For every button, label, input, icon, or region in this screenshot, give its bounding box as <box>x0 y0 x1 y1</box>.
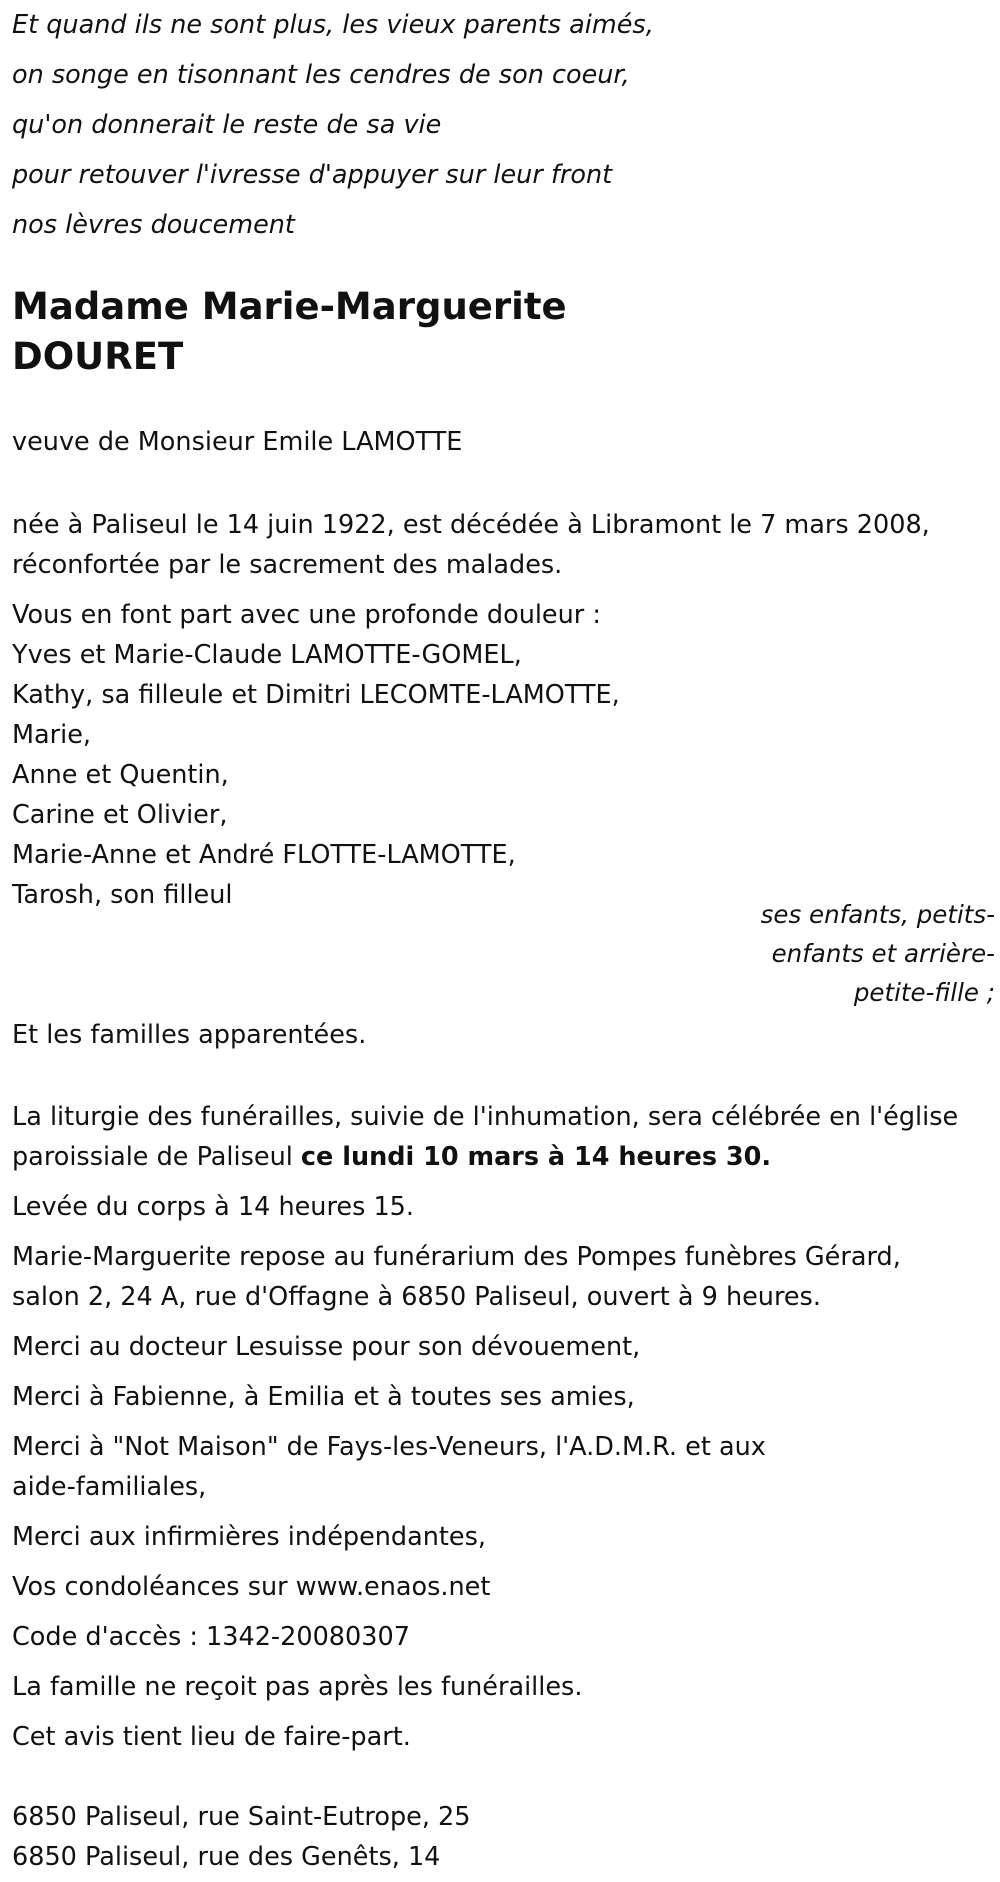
poem-line: qu'on donnerait le reste de sa vie <box>12 110 442 140</box>
family-relation <box>761 895 995 1012</box>
relatives: Et les familles apparentées. <box>12 1020 367 1050</box>
family-member: Kathy, sa filleule et Dimitri LECOMTE-LAMOTTE, <box>12 680 620 710</box>
notice-statement: Cet avis tient lieu de faire-part. <box>12 1722 411 1752</box>
family-member: Marie, <box>12 720 91 750</box>
deceased-name <box>12 282 567 382</box>
thanks-maison: aide-familiales, <box>12 1472 207 1502</box>
funeral-line <box>12 1137 771 1177</box>
levee-du-corps: Levée du corps à 14 heures 15. <box>12 1192 415 1222</box>
repose-line: salon 2, 24 A, rue d'Offagne à 6850 Paliseul, ouvert à 9 heures. <box>12 1282 821 1312</box>
address: 6850 Paliseul, rue Saint-Eutrope, 25 <box>12 1802 471 1832</box>
birth-death-line: réconfortée par le sacrement des malades. <box>12 550 563 580</box>
family-member: Anne et Quentin, <box>12 760 229 790</box>
thanks-maison: Merci à "Not Maison" de Fays-les-Veneurs, l'A.D.M.R. et aux <box>12 1432 766 1462</box>
poem-line: nos lèvres doucement <box>12 210 295 240</box>
thanks-friends: Merci à Fabienne, à Emilia et à toutes ses amies, <box>12 1382 635 1412</box>
family-relation-line: ses enfants, petits- <box>760 900 995 929</box>
family-member: Carine et Olivier, <box>12 800 228 830</box>
family-intro: Vous en font part avec une profonde douleur : <box>12 600 601 630</box>
condolences: Vos condoléances sur www.enaos.net <box>12 1572 491 1602</box>
birth-death-line: née à Paliseul le 14 juin 1922, est décédée à Libramont le 7 mars 2008, <box>12 510 930 540</box>
repose-line: Marie-Marguerite repose au funérarium des Pompes funèbres Gérard, <box>12 1242 901 1272</box>
thanks-doctor: Merci au docteur Lesuisse pour son dévouement, <box>12 1332 641 1362</box>
funeral-date-time: ce lundi 10 mars à 14 heures 30. <box>300 1142 772 1172</box>
poem-line: Et quand ils ne sont plus, les vieux parents aimés, <box>12 10 654 40</box>
poem-line: pour retouver l'ivresse d'appuyer sur leur front <box>12 160 613 190</box>
family-member: Yves et Marie-Claude LAMOTTE-GOMEL, <box>12 640 522 670</box>
family-member: Tarosh, son filleul <box>12 880 233 910</box>
family-relation-line: enfants et arrière- <box>771 939 995 968</box>
funeral-line: La liturgie des funérailles, suivie de l'inhumation, sera célébrée en l'église <box>12 1102 959 1132</box>
family-relation-line: petite-fille ; <box>853 978 995 1007</box>
access-code: Code d'accès : 1342-20080307 <box>12 1622 410 1652</box>
deceased-name-line2: DOURET <box>12 335 184 378</box>
no-reception: La famille ne reçoit pas après les funérailles. <box>12 1672 583 1702</box>
poem <box>12 0 654 250</box>
address: 6850 Paliseul, rue des Genêts, 14 <box>12 1842 441 1872</box>
deceased-name-line1: Madame Marie-Marguerite <box>12 285 567 328</box>
thanks-nurses: Merci aux infirmières indépendantes, <box>12 1522 486 1552</box>
family-member: Marie-Anne et André FLOTTE-LAMOTTE, <box>12 840 516 870</box>
poem-line: on songe en tisonnant les cendres de son coeur, <box>12 60 630 90</box>
widow-of: veuve de Monsieur Emile LAMOTTE <box>12 427 463 457</box>
funeral-line-prefix: paroissiale de Paliseul <box>12 1142 301 1172</box>
